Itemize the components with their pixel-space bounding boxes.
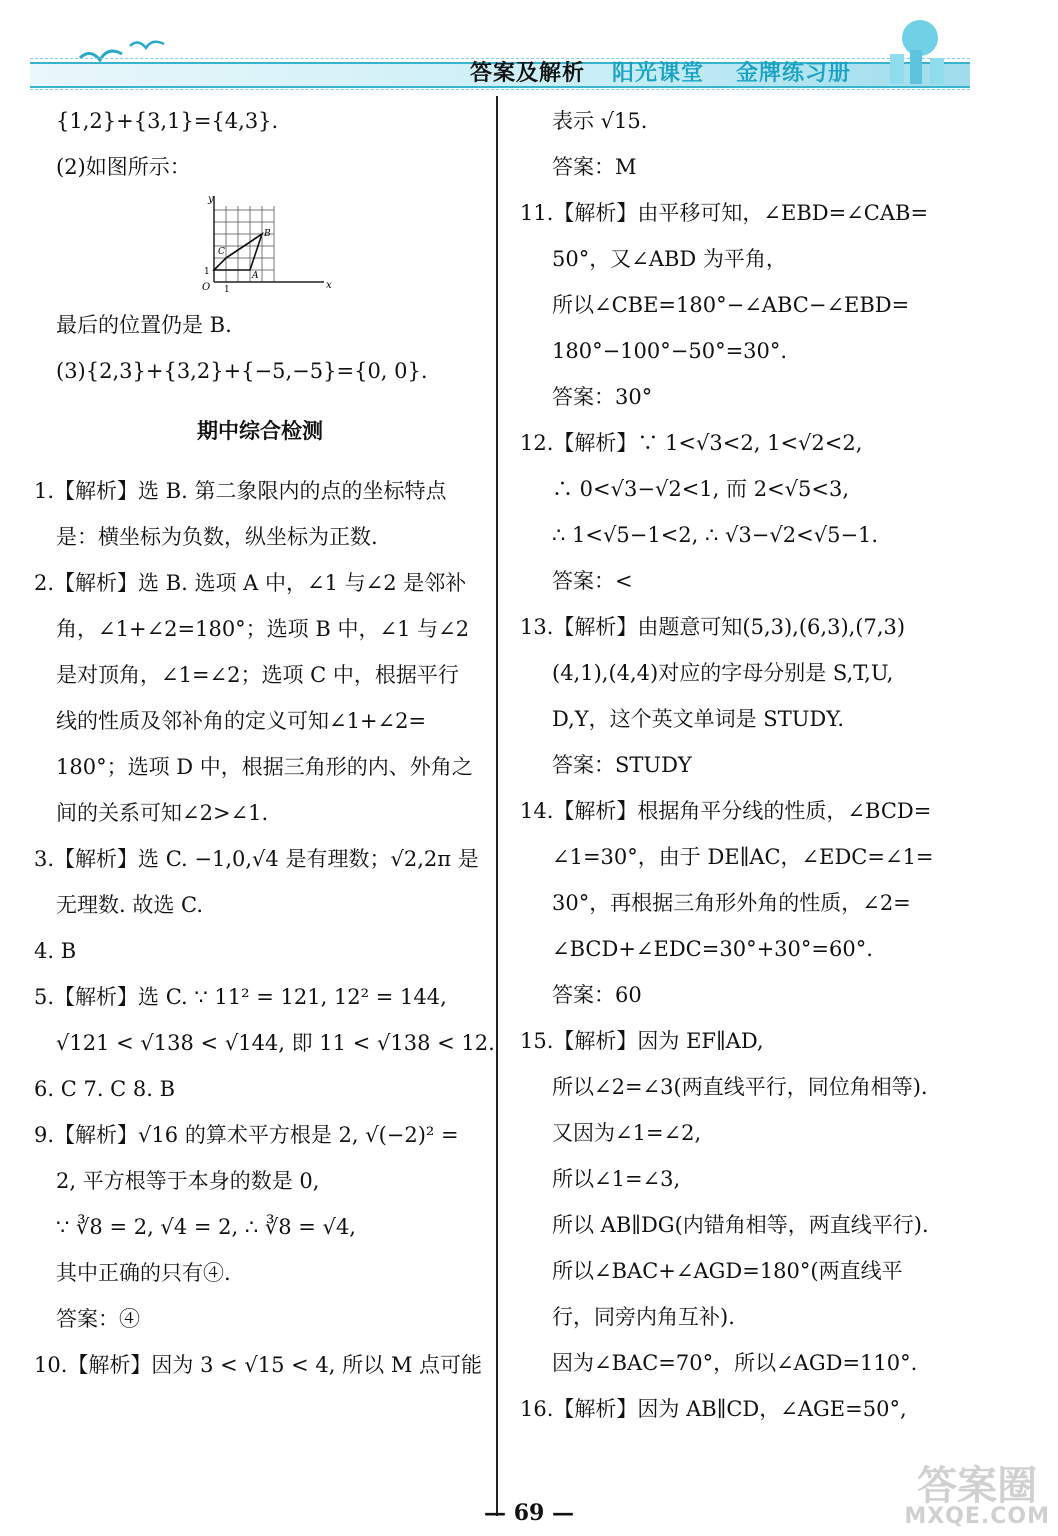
question-line: 16.【解析】因为 AB∥CD，∠AGE=50°, [520,1397,907,1421]
question-line: 180°；选项 D 中，根据三角形的内、外角之 [56,755,473,779]
question-line: ∴ 0<√3−√2<1, 而 2<√5<3, [552,477,850,501]
question-line: 1.【解析】选 B. 第二象限内的点的坐标特点 [34,479,447,503]
graph-label: 1 [204,267,210,277]
question-line: 无理数. 故选 C. [56,893,204,917]
question-line: 角，∠1+∠2=180°；选项 B 中，∠1 与∠2 [56,617,470,641]
question-line: 13.【解析】由题意可知(5,3),(6,3),(7,3) [520,615,906,639]
answer-line: 答案：④ [56,1307,140,1331]
question-line: ∵ ∛8 = 2, √4 = 2, ∴ ∛8 = √4, [56,1215,356,1239]
header-title: 答案及解析 [470,61,586,86]
graph-label: 1 [224,285,230,295]
question-line: 3.【解析】选 C. −1,0,√4 是有理数；√2,2π 是 [34,847,479,871]
graph-label: C [218,247,225,257]
text-line: 最后的位置仍是 B. [56,313,232,337]
question-line: ∴ 1<√5−1<2, ∴ √3−√2<√5−1. [552,523,879,547]
question-line: ∠BCD+∠EDC=30°+30°=60°. [552,937,873,961]
question-line: 所以 AB∥DG(内错角相等，两直线平行). [552,1213,929,1237]
page-header [0,0,1058,96]
question-line: 行，同旁内角互补). [552,1305,735,1329]
column-divider [496,96,498,1516]
graph-label: y [208,194,214,205]
graph-label: A [252,271,259,281]
graph-label: O [202,282,211,293]
question-line: 线的性质及邻补角的定义可知∠1+∠2= [56,709,427,733]
answer-line: 答案：< [552,569,633,593]
text-line: (3){2,3}+{3,2}+{−5,−5}={0, 0}. [56,359,428,383]
section-title: 期中综合检测 [197,419,323,443]
text-line: {1,2}+{3,1}={4,3}. [56,109,279,133]
question-line: 15.【解析】因为 EF∥AD, [520,1029,764,1053]
question-line: 是对顶角，∠1=∠2；选项 C 中，根据平行 [56,663,459,687]
question-line: 14.【解析】根据角平分线的性质，∠BCD= [520,799,932,823]
right-column [520,98,970,1432]
answer-line: 答案：STUDY [552,753,692,777]
question-line: √121 < √138 < √144, 即 11 < √138 < 12. [56,1031,495,1055]
question-line: 50°，又∠ABD 为平角， [552,247,787,271]
question-line: 180°−100°−50°=30°. [552,339,788,363]
question-line: 间的关系可知∠2>∠1. [56,801,269,825]
watermark-bottom: MXQE.COM [904,1504,1050,1529]
text-line: 表示 √15. [552,109,648,133]
page-number: — 69 — [484,1500,574,1526]
coordinate-graph [34,190,486,302]
question-line: ∠1=30°，由于 DE∥AC，∠EDC=∠1= [552,845,934,869]
answer-line: 答案：30° [552,385,653,409]
question-line: 6. C 7. C 8. B [34,1077,176,1101]
watermark-top: 答案圈 [917,1463,1038,1509]
question-line: 其中正确的只有④. [56,1261,231,1285]
question-line: 10.【解析】因为 3 < √15 < 4, 所以 M 点可能 [34,1353,482,1377]
question-line: 所以∠2=∠3(两直线平行，同位角相等). [552,1075,928,1099]
question-line: 所以∠1=∠3, [552,1167,681,1191]
question-line: D,Y，这个英文单词是 STUDY. [552,707,845,731]
text-line: (2)如图所示： [56,155,191,179]
question-line: 是：横坐标为负数，纵坐标为正数. [56,525,378,549]
question-line: 所以∠CBE=180°−∠ABC−∠EBD= [552,293,910,317]
question-line: 30°，再根据三角形外角的性质，∠2= [552,891,911,915]
question-line: 2.【解析】选 B. 选项 A 中，∠1 与∠2 是邻补 [34,571,467,595]
question-line: 所以∠BAC+∠AGD=180°(两直线平 [552,1259,903,1283]
left-column [34,98,495,1388]
question-line: 12.【解析】∵ 1<√3<2, 1<√2<2, [520,431,863,455]
answer-line: 答案：60 [552,983,642,1007]
question-line: 5.【解析】选 C. ∵ 11² = 121, 12² = 144, [34,985,447,1009]
question-line: 又因为∠1=∠2, [552,1121,702,1145]
header-brand-1: 阳光课堂 [612,61,705,86]
question-line: 9.【解析】√16 的算术平方根是 2, √(−2)² = [34,1123,459,1147]
question-line: 11.【解析】由平移可知，∠EBD=∠CAB= [520,201,929,225]
question-line: (4,1),(4,4)对应的字母分别是 S,T,U, [552,661,894,685]
graph-label: B [264,229,271,239]
decoration-icon [880,10,970,90]
question-line: 4. B [34,939,77,963]
watermark-logo [904,1463,1050,1529]
question-line: 因为∠BAC=70°，所以∠AGD=110°. [552,1351,918,1375]
graph-label: x [326,280,332,291]
header-brand-2: 金牌练习册 [736,61,852,86]
answer-line: 答案：M [552,155,637,179]
question-line: 2, 平方根等于本身的数是 0, [56,1169,320,1193]
